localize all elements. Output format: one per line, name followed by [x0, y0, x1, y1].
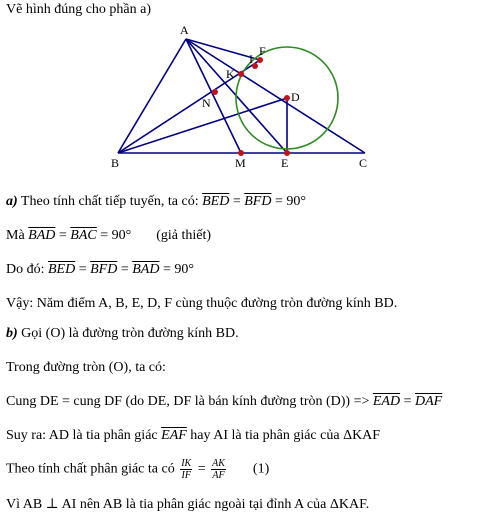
- line-b2: Trong đường tròn (O), ta có:: [6, 360, 166, 375]
- a2-tail: = 90°: [100, 228, 132, 243]
- a1-text: Theo tính chất tiếp tuyến, ta có:: [20, 194, 199, 209]
- b5-text: Theo tính chất phân giác ta có: [6, 461, 175, 477]
- line-b3: Cung DE = cung DF (do DE, DF là bán kính đường tròn $(D)) => \overline{EAD} = \overline{DAF}$: [6, 394, 443, 409]
- b3-arrow: =>: [353, 394, 370, 409]
- part-a-label: a): [6, 194, 18, 209]
- line-b5: Theo tính chất phân giác ta có $\frac{IK}{IF}$ = $\frac{AK}{AF}$ (1): [6, 458, 270, 481]
- b1-text: Gọi (O) là đường tròn đường kính BD.: [21, 326, 239, 341]
- figure-points: [212, 57, 290, 156]
- line-a3: Do đó: $\overline{BED} = \overline{BFD} = \overline{BAD} = 90^\circ$: [6, 262, 194, 277]
- angle-BED: $\overline{BED}$: [202, 194, 230, 209]
- segment-AB: [118, 39, 186, 153]
- line-a4: Vậy: Năm điểm A, B, E, D, F cùng thuộc đường tròn đường kính BD.: [6, 296, 398, 311]
- line-b4: [6, 428, 380, 444]
- b3-text: Cung DE = cung DF (do DE, DF là bán kính đường tròn (D)): [6, 394, 351, 409]
- line-b1: [6, 326, 239, 342]
- fraction-numerator: AK: [212, 458, 225, 469]
- angle-BAD: $\overline{BAD}$: [28, 228, 56, 243]
- a1-tail: = 90°: [274, 194, 306, 209]
- fraction-AK-AF: [211, 458, 226, 481]
- a2-ma: Mà: [6, 228, 25, 243]
- part-b-label: b): [6, 326, 18, 341]
- heading: Vẽ hình đúng cho phần a): [6, 2, 152, 17]
- b4-text: Suy ra: AD là tia phân giác: [6, 428, 158, 443]
- angle-BAC: $\overline{BAC}$: [70, 228, 97, 243]
- line-a1: a) Theo tính chất tiếp tuyến, ta có: $\overline{BED} = \overline{BFD} = 90^\circ$: [6, 194, 306, 209]
- label-C: C: [359, 156, 368, 170]
- fraction-denominator: AF: [212, 470, 225, 481]
- label-M: M: [235, 156, 246, 170]
- a3-tail: = 90°: [162, 262, 194, 277]
- a2-note: (giả thiết): [156, 228, 212, 243]
- line-a2: Mà $\overline{BAD} = \overline{BAC} = 90^\circ$ (giả thiết): [6, 228, 212, 243]
- label-I: I: [249, 52, 253, 66]
- a3-do: Do đó:: [6, 262, 45, 277]
- geometry-figure: [0, 0, 477, 180]
- figure-lines: [118, 39, 365, 153]
- point-K: [238, 71, 244, 77]
- angle-BFD-2: $\overline{BFD}$: [90, 262, 118, 277]
- label-E: E: [281, 156, 289, 170]
- fraction-numerator: IK: [181, 458, 192, 469]
- angle-BED-2: $\overline{BED}$: [48, 262, 76, 277]
- angle-EAF: $\overline{EAF}$: [161, 428, 187, 443]
- label-F: F: [259, 44, 266, 58]
- b4-tail: hay AI là tia phân giác của ΔKAF: [190, 428, 381, 443]
- point-D: [284, 95, 290, 101]
- angle-BAD-2: $\overline{BAD}$: [132, 262, 160, 277]
- label-A: A: [180, 23, 189, 37]
- label-D: D: [291, 90, 300, 104]
- line-b6: Vì AB ⊥ AI nên AB là tia phân giác ngoài tại đỉnh A của ΔKAF.: [6, 497, 370, 512]
- angle-BFD: $\overline{BFD}$: [244, 194, 272, 209]
- label-K: K: [226, 67, 235, 81]
- label-B: B: [111, 156, 120, 170]
- point-N: [212, 89, 218, 95]
- angle-EAD: $\overline{EAD}$: [372, 394, 401, 409]
- label-N: N: [202, 96, 211, 110]
- equation-ref: (1): [252, 461, 270, 477]
- fraction-denominator: IF: [181, 470, 191, 481]
- angle-DAF: $\overline{DAF}$: [415, 394, 443, 409]
- fraction-IK-IF: [180, 458, 192, 481]
